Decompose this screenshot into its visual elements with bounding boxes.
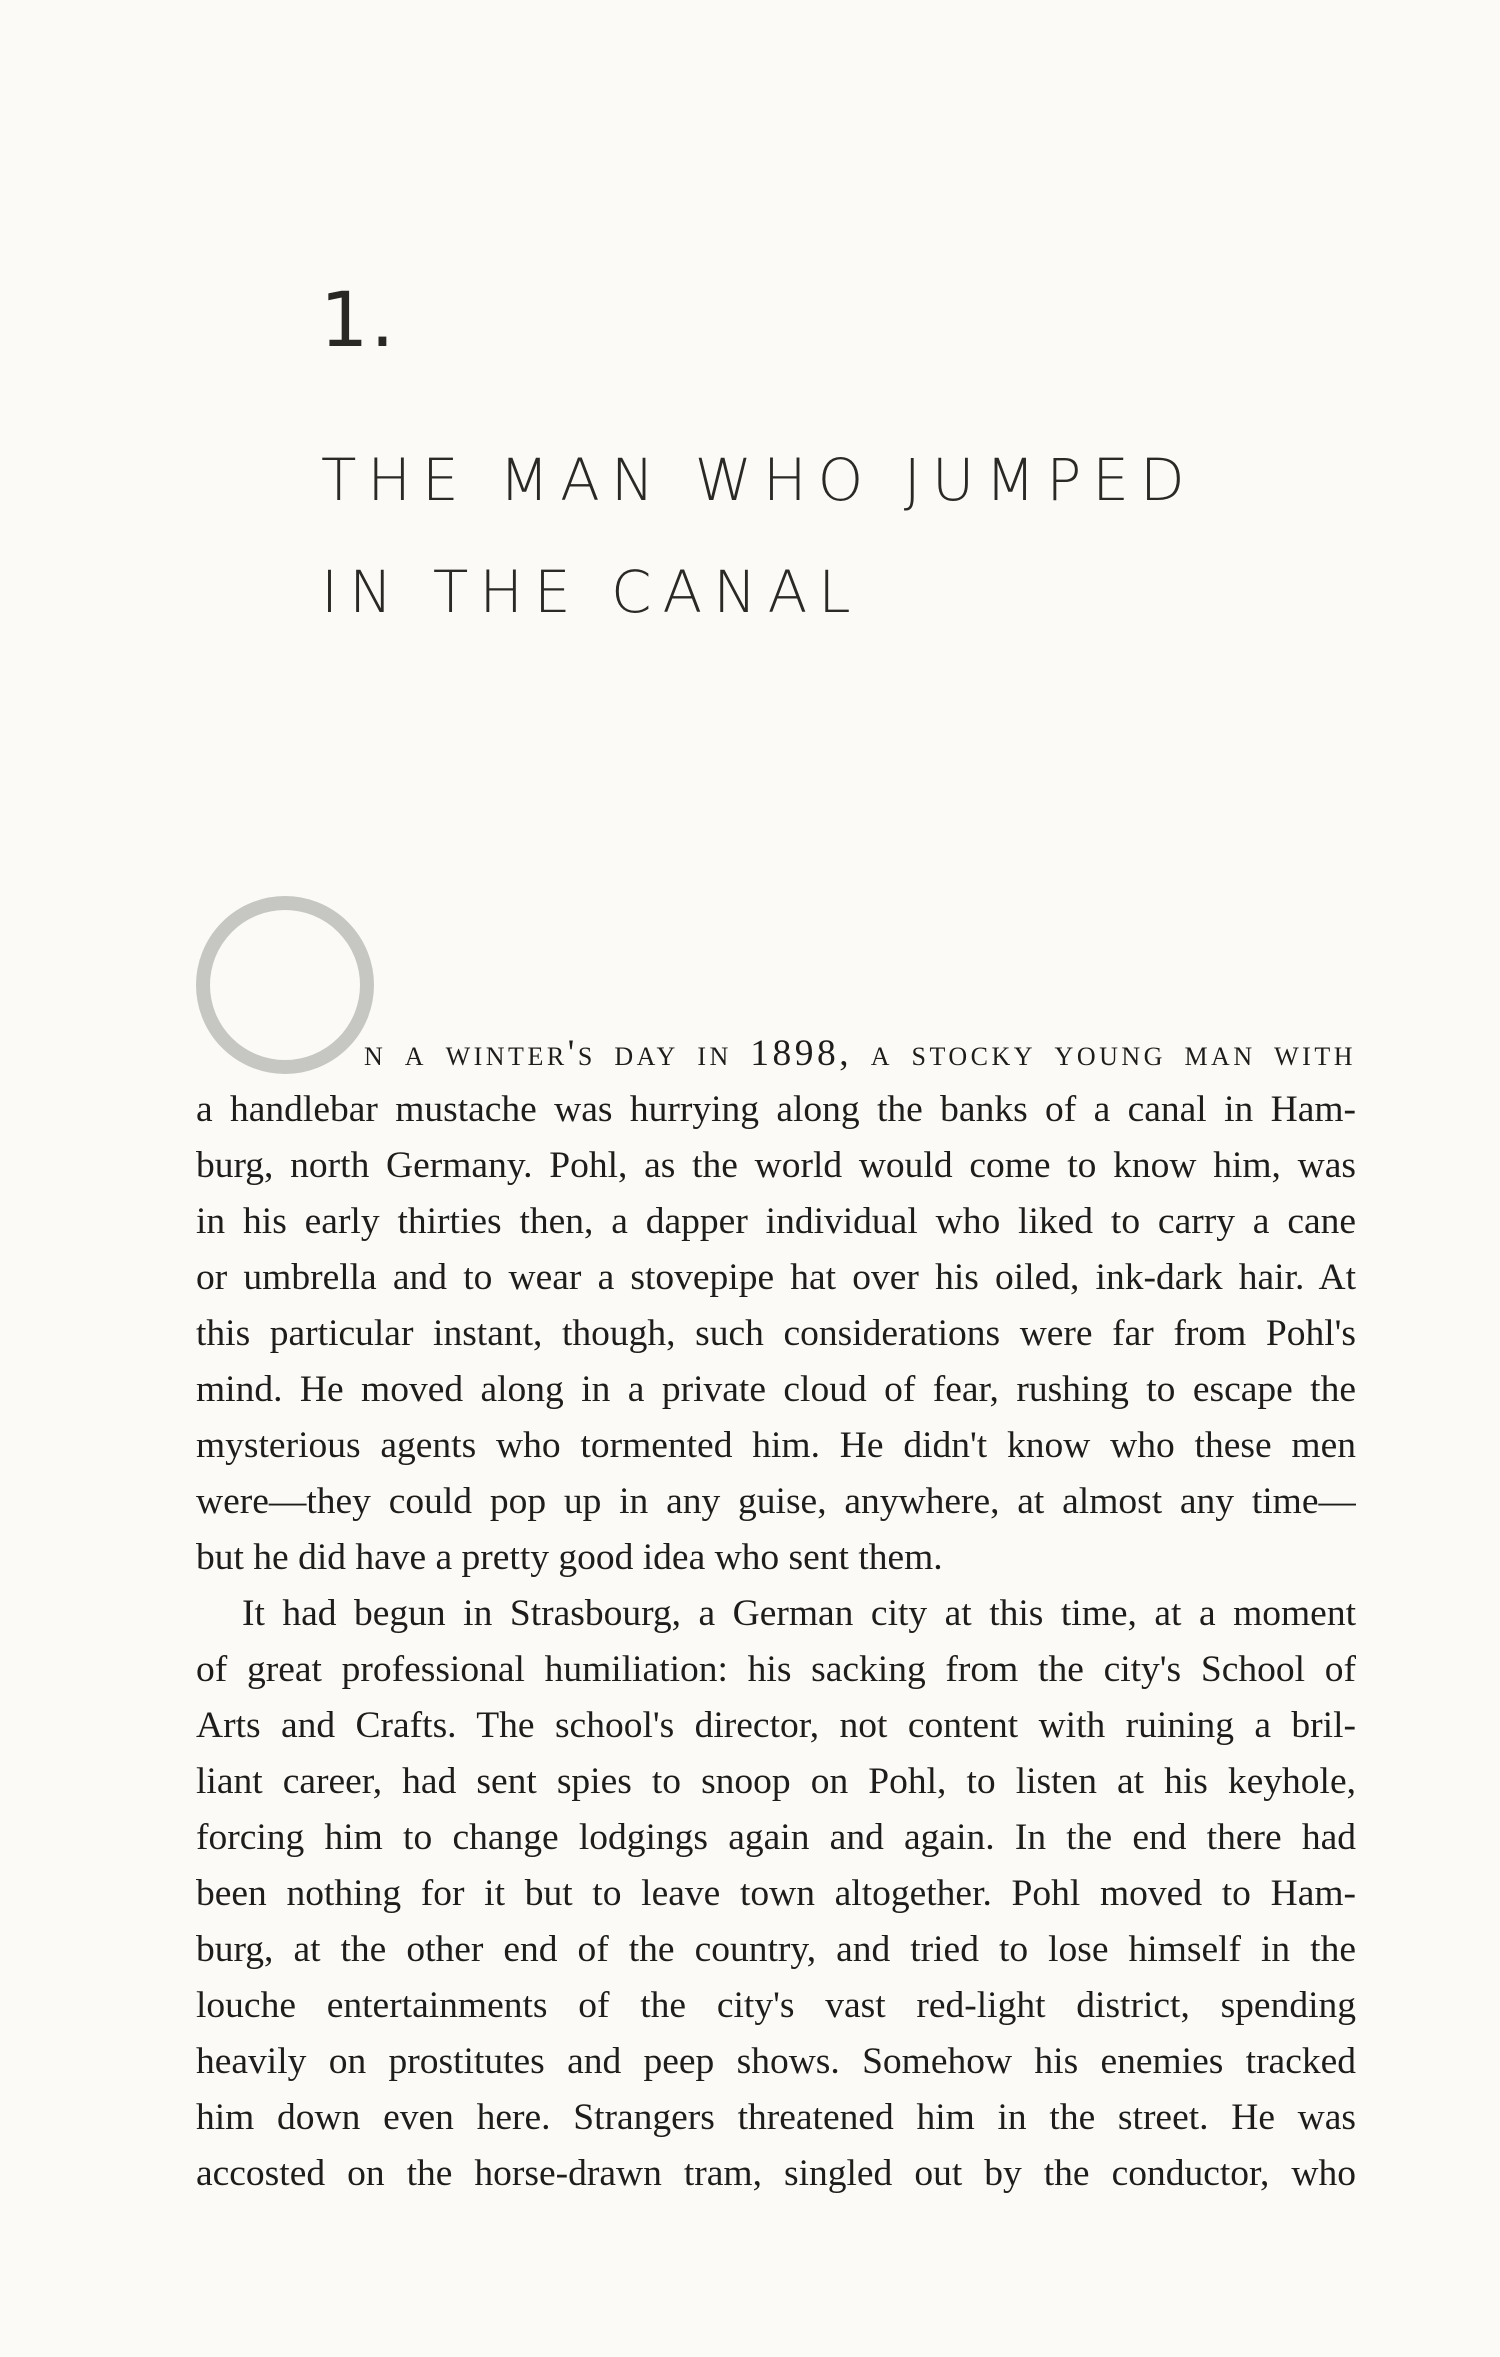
text-line: mind. He moved along in a private cloud of fear, rushing to escape the bbox=[196, 1369, 1356, 1410]
text-line: were—they could pop up in any guise, anywhere, at almost any time— bbox=[196, 1481, 1356, 1522]
text-line: burg, north Germany. Pohl, as the world would come to know him, was bbox=[196, 1145, 1356, 1186]
text-line: liant career, had sent spies to snoop on Pohl, to listen at his keyhole, bbox=[196, 1761, 1356, 1802]
text-line: or umbrella and to wear a stovepipe hat over his oiled, ink-dark hair. At bbox=[196, 1257, 1356, 1298]
text-line: this particular instant, though, such considerations were far from Pohl's bbox=[196, 1313, 1356, 1354]
text-line: a handlebar mustache was hurrying along the banks of a canal in Ham- bbox=[196, 1089, 1356, 1130]
opening-line: n a winter's day in 1898, a stocky young man with bbox=[364, 1033, 1356, 1074]
text-line: forcing him to change lodgings again and again. In the end there had bbox=[196, 1817, 1356, 1858]
chapter-number: 1. bbox=[320, 275, 397, 364]
text-line: Arts and Crafts. The school's director, not content with ruining a bril- bbox=[196, 1705, 1356, 1746]
text-line: heavily on prostitutes and peep shows. Somehow his enemies tracked bbox=[196, 2041, 1356, 2082]
text-line: of great professional humiliation: his sacking from the city's School of bbox=[196, 1649, 1356, 1690]
text-line: but he did have a pretty good idea who sent them. bbox=[196, 1537, 943, 1578]
text-line: accosted on the horse-drawn tram, singled out by the conductor, who bbox=[196, 2153, 1356, 2194]
chapter-title-line: THE MAN WHO JUMPED bbox=[321, 446, 1196, 514]
text-line: in his early thirties then, a dapper individual who liked to carry a cane bbox=[196, 1201, 1356, 1242]
text-line: him down even here. Strangers threatened him in the street. He was bbox=[196, 2097, 1356, 2138]
text-line: been nothing for it but to leave town altogether. Pohl moved to Ham- bbox=[196, 1873, 1356, 1914]
text-line: mysterious agents who tormented him. He didn't know who these men bbox=[196, 1425, 1356, 1466]
text-line: burg, at the other end of the country, and tried to lose himself in the bbox=[196, 1929, 1356, 1970]
text-line: louche entertainments of the city's vast red-light district, spending bbox=[196, 1985, 1356, 2026]
body-text bbox=[196, 1026, 1356, 2202]
chapter-title bbox=[321, 424, 1321, 648]
text-line: It had begun in Strasbourg, a German city at this time, at a moment bbox=[242, 1593, 1356, 1634]
chapter-title-line: IN THE CANAL bbox=[321, 558, 862, 626]
